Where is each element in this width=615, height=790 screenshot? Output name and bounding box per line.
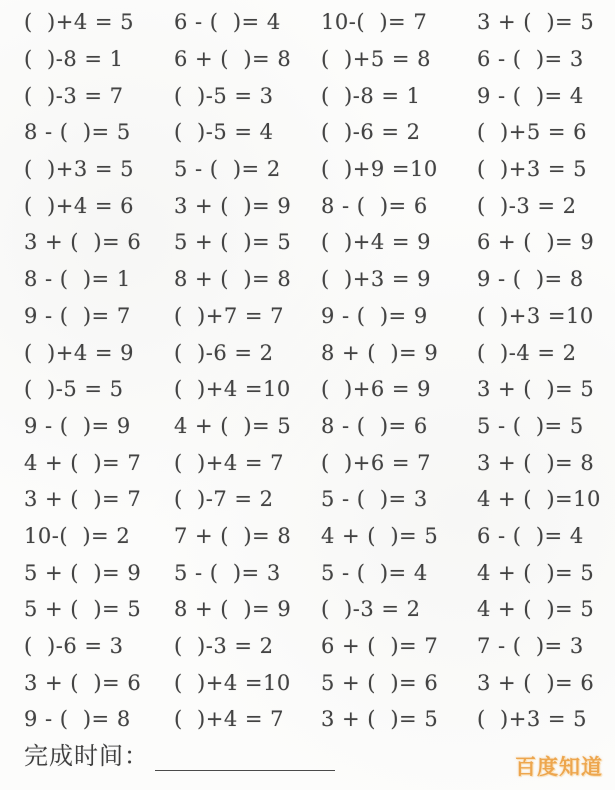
equation-cell: 3 + ( )= 9	[174, 193, 292, 218]
equation-cell: ( )-3 = 2	[477, 193, 577, 218]
equation-cell: ( )-7 = 2	[174, 487, 274, 512]
equation-cell: ( )+7 = 7	[174, 303, 284, 328]
equation-cell: 3 + ( )= 6	[24, 670, 142, 695]
equation-cell: ( )+5 = 6	[477, 120, 587, 145]
equation-cell: ( )+6 = 7	[321, 450, 431, 475]
equation-cell: 4 + ( )= 5	[321, 523, 439, 548]
equation-cell: 3 + ( )= 6	[24, 230, 142, 255]
equation-cell: ( )+4 = 7	[174, 707, 284, 732]
equation-cell: ( )+4 = 9	[24, 340, 134, 365]
equation-cell: ( )-5 = 4	[174, 120, 274, 145]
completion-time-label: 完成时间：	[24, 742, 149, 770]
equation-cell: ( )+3 =10	[477, 303, 594, 328]
equation-cell: 3 + ( )= 8	[477, 450, 595, 475]
equation-cell: 8 + ( )= 9	[174, 597, 292, 622]
equation-cell: 4 + ( )= 5	[477, 597, 595, 622]
equation-cell: 10-( )= 2	[24, 523, 131, 548]
equation-cell: 9 - ( )= 8	[24, 707, 131, 732]
equation-cell: 4 + ( )= 5	[477, 560, 595, 585]
equation-cell: 5 - ( )= 2	[174, 157, 281, 182]
equation-cell: 3 + ( )= 7	[24, 487, 142, 512]
equation-cell: 6 + ( )= 7	[321, 634, 439, 659]
equation-cell: 6 + ( )= 9	[477, 230, 595, 255]
equation-cell: ( )-3 = 2	[321, 597, 421, 622]
equation-cell: 8 - ( )= 5	[24, 120, 131, 145]
equation-cell: 5 - ( )= 3	[174, 560, 281, 585]
equation-cell: 8 - ( )= 6	[321, 413, 428, 438]
equation-cell: 9 - ( )= 9	[321, 303, 428, 328]
equation-cell: 8 - ( )= 6	[321, 193, 428, 218]
equation-cell: 6 - ( )= 4	[174, 10, 281, 35]
equation-cell: ( )+9 =10	[321, 157, 438, 182]
equation-cell: ( )+4 = 6	[24, 193, 134, 218]
equation-cell: ( )+3 = 9	[321, 267, 431, 292]
equation-cell: 8 - ( )= 1	[24, 267, 131, 292]
equation-cell: ( )+4 = 9	[321, 230, 431, 255]
equation-cell: 7 - ( )= 3	[477, 634, 584, 659]
watermark: 百度知道	[515, 755, 603, 779]
equation-cell: 7 + ( )= 8	[174, 523, 292, 548]
equation-cell: ( )+4 = 7	[174, 450, 284, 475]
equation-cell: 9 - ( )= 8	[477, 267, 584, 292]
equation-cell: 9 - ( )= 4	[477, 83, 584, 108]
equation-cell: 5 - ( )= 4	[321, 560, 428, 585]
equation-cell: ( )-8 = 1	[24, 47, 124, 72]
equation-cell: 10-( )= 7	[321, 10, 428, 35]
equation-cell: ( )+5 = 8	[321, 47, 431, 72]
equation-cell: 3 + ( )= 6	[477, 670, 595, 695]
equation-cell: ( )-3 = 7	[24, 83, 124, 108]
equation-cell: ( )-6 = 2	[321, 120, 421, 145]
completion-time-blank	[155, 746, 335, 771]
equation-cell: ( )-5 = 3	[174, 83, 274, 108]
equation-cell: ( )+6 = 9	[321, 377, 431, 402]
equation-cell: ( )+3 = 5	[24, 157, 134, 182]
equation-cell: ( )+4 = 5	[24, 10, 134, 35]
equation-cell: ( )-8 = 1	[321, 83, 421, 108]
equation-cell: 8 + ( )= 8	[174, 267, 292, 292]
equation-cell: ( )-5 = 5	[24, 377, 124, 402]
equation-cell: 5 + ( )= 5	[24, 597, 142, 622]
equation-cell: 5 - ( )= 5	[477, 413, 584, 438]
completion-time-row	[24, 736, 335, 771]
equation-grid	[24, 4, 609, 738]
equation-cell: 8 + ( )= 9	[321, 340, 439, 365]
equation-cell: 4 + ( )=10	[477, 487, 601, 512]
equation-cell: ( )+3 = 5	[477, 707, 587, 732]
equation-cell: ( )-4 = 2	[477, 340, 577, 365]
equation-cell: 4 + ( )= 5	[174, 413, 292, 438]
equation-cell: 9 - ( )= 9	[24, 413, 131, 438]
equation-cell: ( )-6 = 3	[24, 634, 124, 659]
equation-cell: ( )+3 = 5	[477, 157, 587, 182]
equation-cell: 6 - ( )= 3	[477, 47, 584, 72]
equation-cell: 3 + ( )= 5	[477, 10, 595, 35]
equation-cell: 3 + ( )= 5	[477, 377, 595, 402]
equation-cell: 3 + ( )= 5	[321, 707, 439, 732]
equation-cell: ( )-3 = 2	[174, 634, 274, 659]
equation-cell: ( )-6 = 2	[174, 340, 274, 365]
equation-cell: 6 - ( )= 4	[477, 523, 584, 548]
equation-cell: ( )+4 =10	[174, 377, 291, 402]
equation-cell: ( )+4 =10	[174, 670, 291, 695]
equation-cell: 5 + ( )= 6	[321, 670, 439, 695]
equation-cell: 9 - ( )= 7	[24, 303, 131, 328]
equation-cell: 5 - ( )= 3	[321, 487, 428, 512]
equation-cell: 5 + ( )= 9	[24, 560, 142, 585]
equation-cell: 4 + ( )= 7	[24, 450, 142, 475]
equation-cell: 6 + ( )= 8	[174, 47, 292, 72]
equation-cell: 5 + ( )= 5	[174, 230, 292, 255]
